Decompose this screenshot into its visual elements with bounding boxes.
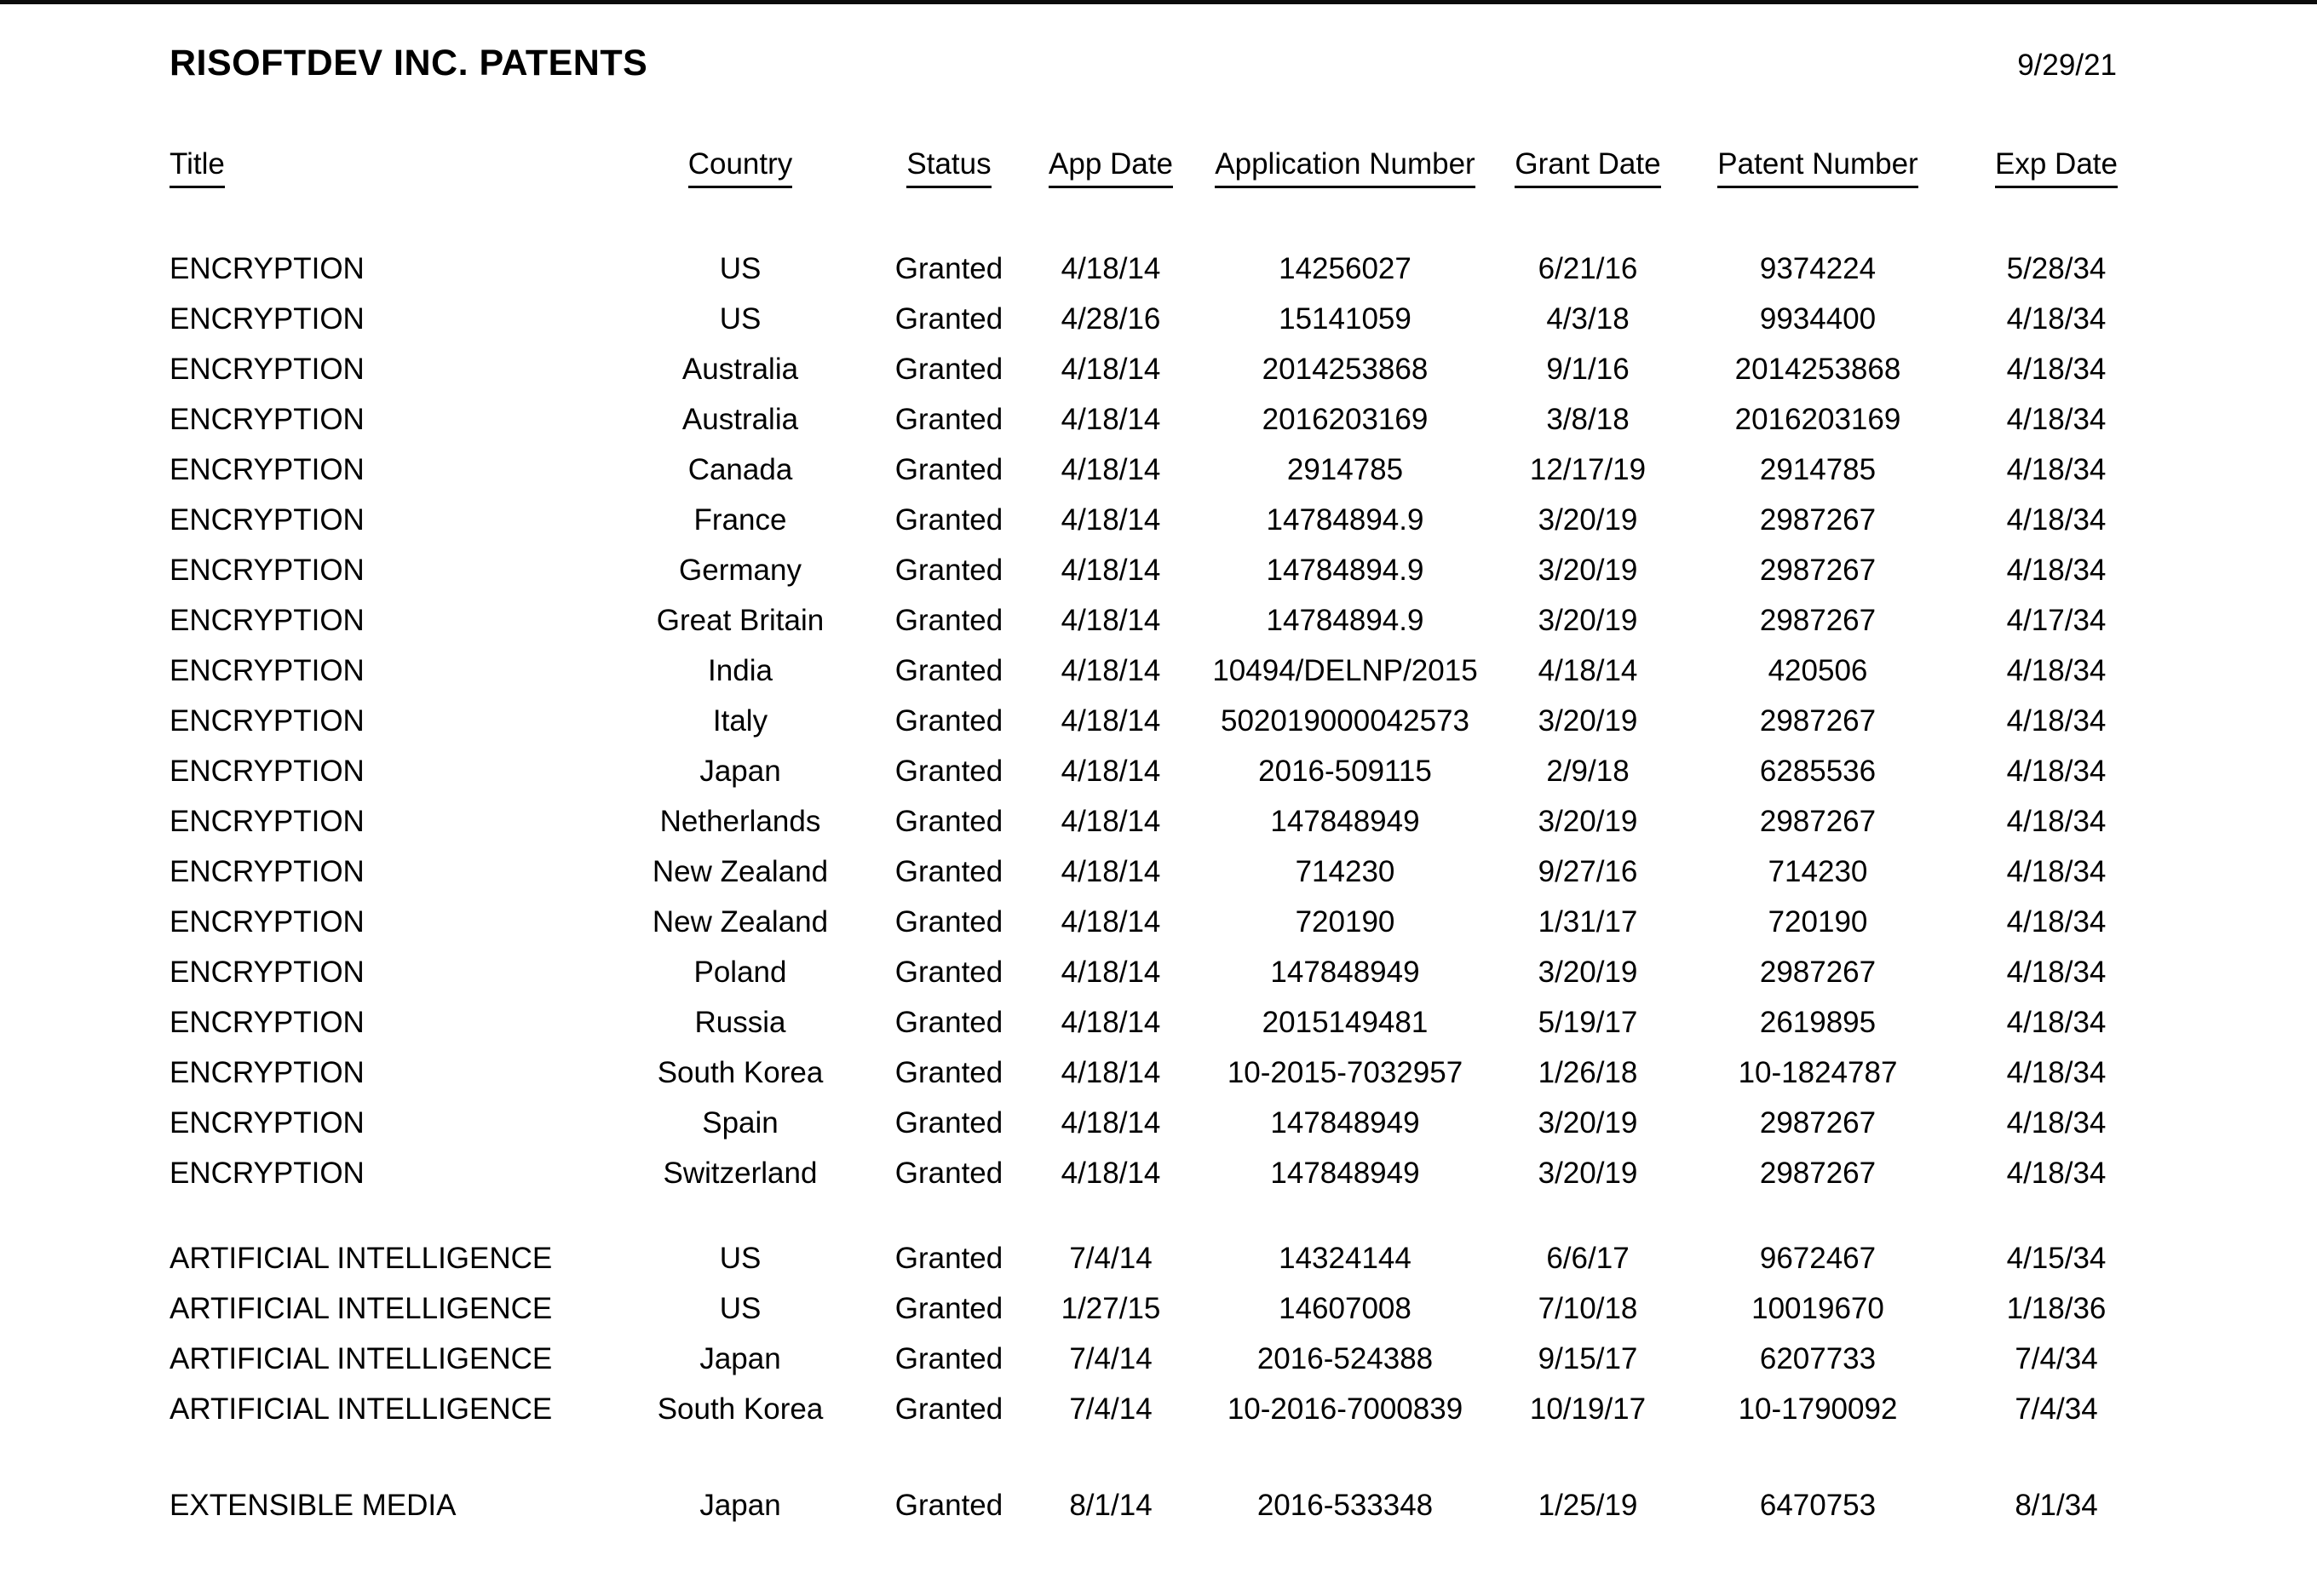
cell-exp-date: 8/1/34	[2015, 1488, 2098, 1522]
cell-patent-number: 714230	[1768, 854, 1868, 888]
cell-application-number: 147848949	[1270, 804, 1420, 838]
cell-title: ENCRYPTION	[170, 1055, 365, 1089]
cell-status: Granted	[894, 1156, 1003, 1190]
cell-application-number: 14324144	[1279, 1241, 1411, 1275]
group-spacer	[170, 192, 2154, 244]
cell-title: ENCRYPTION	[170, 854, 365, 888]
cell-grant-date: 3/20/19	[1538, 703, 1638, 738]
cell-title: ENCRYPTION	[170, 754, 365, 788]
column-header-title	[170, 142, 612, 192]
column-header-label: Grant Date	[1515, 147, 1660, 188]
cell-app-date: 7/4/14	[1069, 1341, 1153, 1375]
column-header-grant-date	[1498, 142, 1677, 192]
cell-title: ENCRYPTION	[170, 402, 365, 436]
cell-exp-date: 4/18/34	[2006, 653, 2107, 687]
cell-grant-date: 7/10/18	[1538, 1291, 1638, 1325]
cell-app-date: 4/18/14	[1061, 603, 1161, 637]
cell-status: Granted	[894, 1005, 1003, 1039]
cell-country: Russia	[694, 1005, 786, 1039]
cell-patent-number: 10-1790092	[1738, 1392, 1898, 1426]
cell-patent-number: 9374224	[1759, 251, 1877, 285]
column-header-exp-date	[1958, 142, 2154, 192]
cell-patent-number: 2014253868	[1734, 352, 1901, 386]
cell-status: Granted	[894, 251, 1003, 285]
cell-patent-number: 2987267	[1759, 603, 1877, 637]
table-row	[170, 796, 2154, 847]
table-row	[170, 646, 2154, 696]
cell-exp-date: 4/18/34	[2006, 1105, 2107, 1140]
cell-status: Granted	[894, 955, 1003, 989]
cell-app-date: 4/18/14	[1061, 703, 1161, 738]
cell-grant-date: 9/1/16	[1546, 352, 1630, 386]
cell-title: ARTIFICIAL INTELLIGENCE	[170, 1241, 553, 1275]
cell-grant-date: 1/25/19	[1538, 1488, 1638, 1522]
cell-app-date: 7/4/14	[1069, 1392, 1153, 1426]
cell-grant-date: 2/9/18	[1546, 754, 1630, 788]
cell-application-number: 147848949	[1270, 955, 1420, 989]
cell-status: Granted	[894, 301, 1003, 336]
table-row	[170, 746, 2154, 796]
cell-exp-date: 4/18/34	[2006, 1156, 2107, 1190]
cell-exp-date: 4/18/34	[2006, 1005, 2107, 1039]
column-header-label: Application Number	[1215, 147, 1475, 188]
cell-status: Granted	[894, 502, 1003, 537]
cell-exp-date: 4/18/34	[2006, 502, 2107, 537]
cell-grant-date: 1/31/17	[1538, 904, 1638, 939]
cell-exp-date: 4/18/34	[2006, 854, 2107, 888]
cell-country: South Korea	[657, 1055, 824, 1089]
cell-application-number: 2016203169	[1262, 402, 1429, 436]
table-row	[170, 1283, 2154, 1334]
cell-app-date: 4/28/16	[1061, 301, 1161, 336]
cell-status: Granted	[894, 1341, 1003, 1375]
cell-country: Australia	[681, 352, 799, 386]
cell-app-date: 1/27/15	[1061, 1291, 1161, 1325]
cell-patent-number: 2987267	[1759, 502, 1877, 537]
table-row	[170, 394, 2154, 445]
cell-grant-date: 5/19/17	[1538, 1005, 1638, 1039]
cell-application-number: 14256027	[1279, 251, 1411, 285]
cell-country: Japan	[699, 1488, 781, 1522]
cell-application-number: 14784894.9	[1266, 603, 1424, 637]
cell-application-number: 2016-524388	[1256, 1341, 1434, 1375]
cell-application-number: 2016-509115	[1258, 754, 1432, 788]
cell-country: Japan	[699, 754, 781, 788]
cell-app-date: 8/1/14	[1069, 1488, 1153, 1522]
cell-status: Granted	[894, 352, 1003, 386]
cell-status: Granted	[894, 804, 1003, 838]
cell-country: New Zealand	[652, 854, 829, 888]
cell-country: US	[719, 1291, 762, 1325]
cell-application-number: 147848949	[1270, 1105, 1420, 1140]
cell-application-number: 14607008	[1279, 1291, 1411, 1325]
cell-country: Germany	[679, 553, 802, 587]
table-row	[170, 1334, 2154, 1384]
document-header	[170, 43, 2117, 84]
report-date: 9/29/21	[2017, 49, 2117, 82]
cell-status: Granted	[894, 854, 1003, 888]
table-header-row	[170, 142, 2154, 192]
cell-application-number: 2014253868	[1262, 352, 1429, 386]
cell-app-date: 4/18/14	[1061, 804, 1161, 838]
cell-exp-date: 4/18/34	[2006, 1055, 2107, 1089]
table-row	[170, 947, 2154, 997]
table-row	[170, 595, 2154, 646]
cell-grant-date: 10/19/17	[1529, 1392, 1647, 1426]
cell-patent-number: 9672467	[1759, 1241, 1877, 1275]
cell-country: Spain	[702, 1105, 779, 1140]
cell-title: ENCRYPTION	[170, 502, 365, 537]
cell-grant-date: 3/20/19	[1538, 955, 1638, 989]
cell-grant-date: 6/21/16	[1538, 251, 1638, 285]
cell-title: ENCRYPTION	[170, 1156, 365, 1190]
cell-country: France	[693, 502, 787, 537]
cell-app-date: 4/18/14	[1061, 1005, 1161, 1039]
cell-application-number: 147848949	[1270, 1156, 1420, 1190]
cell-country: Netherlands	[659, 804, 821, 838]
cell-grant-date: 3/20/19	[1538, 553, 1638, 587]
cell-patent-number: 9934400	[1759, 301, 1877, 336]
cell-title: ENCRYPTION	[170, 603, 365, 637]
cell-country: US	[719, 251, 762, 285]
column-header-status	[868, 142, 1030, 192]
cell-app-date: 4/18/14	[1061, 352, 1161, 386]
cell-country: South Korea	[657, 1392, 824, 1426]
cell-patent-number: 6285536	[1759, 754, 1877, 788]
cell-patent-number: 420506	[1768, 653, 1868, 687]
cell-status: Granted	[894, 402, 1003, 436]
cell-grant-date: 4/3/18	[1546, 301, 1630, 336]
table-row	[170, 1148, 2154, 1198]
cell-app-date: 4/18/14	[1061, 553, 1161, 587]
column-header-patent-number	[1677, 142, 1958, 192]
cell-country: Italy	[712, 703, 768, 738]
cell-exp-date: 4/18/34	[2006, 452, 2107, 486]
cell-app-date: 4/18/14	[1061, 754, 1161, 788]
cell-country: Japan	[699, 1341, 781, 1375]
cell-status: Granted	[894, 452, 1003, 486]
cell-application-number: 2914785	[1286, 452, 1404, 486]
cell-country: India	[708, 653, 773, 687]
cell-title: ENCRYPTION	[170, 251, 365, 285]
cell-status: Granted	[894, 1488, 1003, 1522]
cell-patent-number: 6207733	[1759, 1341, 1877, 1375]
cell-title: ARTIFICIAL INTELLIGENCE	[170, 1291, 553, 1325]
cell-country: Poland	[693, 955, 787, 989]
table-row	[170, 997, 2154, 1048]
table-row	[170, 696, 2154, 746]
cell-country: Switzerland	[663, 1156, 818, 1190]
cell-exp-date: 1/18/36	[2006, 1291, 2107, 1325]
cell-title: ENCRYPTION	[170, 904, 365, 939]
cell-app-date: 4/18/14	[1061, 904, 1161, 939]
cell-patent-number: 2914785	[1759, 452, 1877, 486]
cell-status: Granted	[894, 904, 1003, 939]
cell-patent-number: 720190	[1768, 904, 1868, 939]
cell-grant-date: 3/20/19	[1538, 603, 1638, 637]
cell-grant-date: 1/26/18	[1538, 1055, 1638, 1089]
window-top-edge	[0, 0, 2317, 4]
cell-exp-date: 4/18/34	[2006, 703, 2107, 738]
cell-exp-date: 4/18/34	[2006, 553, 2107, 587]
table-row	[170, 1384, 2154, 1434]
table-row	[170, 1233, 2154, 1283]
column-header-label: Patent Number	[1717, 147, 1917, 188]
cell-app-date: 4/18/14	[1061, 251, 1161, 285]
table-row	[170, 545, 2154, 595]
cell-application-number: 714230	[1295, 854, 1395, 888]
group-spacer	[170, 1198, 2154, 1233]
cell-title: ENCRYPTION	[170, 452, 365, 486]
group-spacer	[170, 1434, 2154, 1480]
table-row	[170, 897, 2154, 947]
cell-patent-number: 2987267	[1759, 703, 1877, 738]
cell-patent-number: 2987267	[1759, 804, 1877, 838]
table-row	[170, 495, 2154, 545]
cell-exp-date: 4/17/34	[2006, 603, 2107, 637]
table-row	[170, 445, 2154, 495]
cell-status: Granted	[894, 754, 1003, 788]
cell-app-date: 4/18/14	[1061, 452, 1161, 486]
cell-country: US	[719, 301, 762, 336]
cell-title: ARTIFICIAL INTELLIGENCE	[170, 1341, 553, 1375]
table-row	[170, 847, 2154, 897]
cell-status: Granted	[894, 603, 1003, 637]
cell-title: ENCRYPTION	[170, 955, 365, 989]
cell-exp-date: 4/18/34	[2006, 904, 2107, 939]
cell-status: Granted	[894, 1055, 1003, 1089]
page-title: RISOFTDEV INC. PATENTS	[170, 43, 648, 83]
column-header-label: App Date	[1049, 147, 1173, 188]
cell-application-number: 10494/DELNP/2015	[1212, 653, 1478, 687]
cell-exp-date: 7/4/34	[2015, 1341, 2098, 1375]
cell-title: ENCRYPTION	[170, 804, 365, 838]
cell-application-number: 10-2015-7032957	[1227, 1055, 1463, 1089]
cell-application-number: 2015149481	[1262, 1005, 1429, 1039]
cell-title: EXTENSIBLE MEDIA	[170, 1488, 457, 1522]
column-header-app-date	[1030, 142, 1192, 192]
cell-status: Granted	[894, 1105, 1003, 1140]
cell-grant-date: 3/20/19	[1538, 804, 1638, 838]
cell-status: Granted	[894, 1291, 1003, 1325]
cell-app-date: 7/4/14	[1069, 1241, 1153, 1275]
cell-country: US	[719, 1241, 762, 1275]
patents-table	[170, 142, 2154, 1530]
table-row	[170, 1480, 2154, 1530]
cell-grant-date: 3/20/19	[1538, 502, 1638, 537]
cell-patent-number: 2619895	[1759, 1005, 1877, 1039]
cell-app-date: 4/18/14	[1061, 1105, 1161, 1140]
column-header-label: Title	[170, 147, 225, 188]
cell-title: ENCRYPTION	[170, 1105, 365, 1140]
cell-application-number: 502019000042573	[1221, 703, 1469, 738]
cell-status: Granted	[894, 553, 1003, 587]
cell-title: ENCRYPTION	[170, 653, 365, 687]
cell-title: ENCRYPTION	[170, 703, 365, 738]
cell-grant-date: 9/27/16	[1538, 854, 1638, 888]
cell-patent-number: 2987267	[1759, 1156, 1877, 1190]
cell-grant-date: 3/20/19	[1538, 1156, 1638, 1190]
cell-status: Granted	[894, 703, 1003, 738]
table-row	[170, 294, 2154, 344]
cell-title: ARTIFICIAL INTELLIGENCE	[170, 1392, 553, 1426]
cell-country: Great Britain	[656, 603, 825, 637]
cell-app-date: 4/18/14	[1061, 502, 1161, 537]
table-row	[170, 344, 2154, 394]
cell-exp-date: 4/18/34	[2006, 402, 2107, 436]
cell-status: Granted	[894, 1392, 1003, 1426]
cell-exp-date: 7/4/34	[2015, 1392, 2098, 1426]
cell-app-date: 4/18/14	[1061, 1055, 1161, 1089]
cell-app-date: 4/18/14	[1061, 653, 1161, 687]
cell-patent-number: 6470753	[1759, 1488, 1877, 1522]
table-row	[170, 1048, 2154, 1098]
column-header-label: Country	[688, 147, 793, 188]
cell-grant-date: 6/6/17	[1546, 1241, 1630, 1275]
cell-application-number: 14784894.9	[1266, 553, 1424, 587]
cell-patent-number: 2016203169	[1734, 402, 1901, 436]
cell-grant-date: 3/20/19	[1538, 1105, 1638, 1140]
cell-exp-date: 5/28/34	[2006, 251, 2107, 285]
cell-title: ENCRYPTION	[170, 553, 365, 587]
cell-application-number: 2016-533348	[1256, 1488, 1434, 1522]
cell-patent-number: 10-1824787	[1738, 1055, 1898, 1089]
cell-title: ENCRYPTION	[170, 352, 365, 386]
cell-application-number: 10-2016-7000839	[1227, 1392, 1463, 1426]
cell-application-number: 15141059	[1279, 301, 1411, 336]
column-header-country	[612, 142, 868, 192]
cell-country: Canada	[687, 452, 793, 486]
cell-app-date: 4/18/14	[1061, 402, 1161, 436]
cell-patent-number: 2987267	[1759, 955, 1877, 989]
cell-grant-date: 3/8/18	[1546, 402, 1630, 436]
cell-status: Granted	[894, 653, 1003, 687]
cell-application-number: 14784894.9	[1266, 502, 1424, 537]
cell-patent-number: 2987267	[1759, 553, 1877, 587]
cell-application-number: 720190	[1295, 904, 1395, 939]
cell-status: Granted	[894, 1241, 1003, 1275]
cell-exp-date: 4/15/34	[2006, 1241, 2107, 1275]
table-row	[170, 244, 2154, 294]
cell-app-date: 4/18/14	[1061, 955, 1161, 989]
column-header-application-number	[1192, 142, 1498, 192]
cell-grant-date: 4/18/14	[1538, 653, 1638, 687]
cell-patent-number: 10019670	[1751, 1291, 1884, 1325]
column-header-label: Status	[906, 147, 991, 188]
cell-grant-date: 12/17/19	[1529, 452, 1647, 486]
cell-country: New Zealand	[652, 904, 829, 939]
cell-country: Australia	[681, 402, 799, 436]
cell-title: ENCRYPTION	[170, 301, 365, 336]
cell-exp-date: 4/18/34	[2006, 754, 2107, 788]
column-header-label: Exp Date	[1995, 147, 2118, 188]
cell-exp-date: 4/18/34	[2006, 955, 2107, 989]
cell-grant-date: 9/15/17	[1538, 1341, 1638, 1375]
cell-title: ENCRYPTION	[170, 1005, 365, 1039]
cell-exp-date: 4/18/34	[2006, 352, 2107, 386]
cell-app-date: 4/18/14	[1061, 854, 1161, 888]
cell-patent-number: 2987267	[1759, 1105, 1877, 1140]
cell-app-date: 4/18/14	[1061, 1156, 1161, 1190]
cell-exp-date: 4/18/34	[2006, 301, 2107, 336]
cell-exp-date: 4/18/34	[2006, 804, 2107, 838]
table-row	[170, 1098, 2154, 1148]
